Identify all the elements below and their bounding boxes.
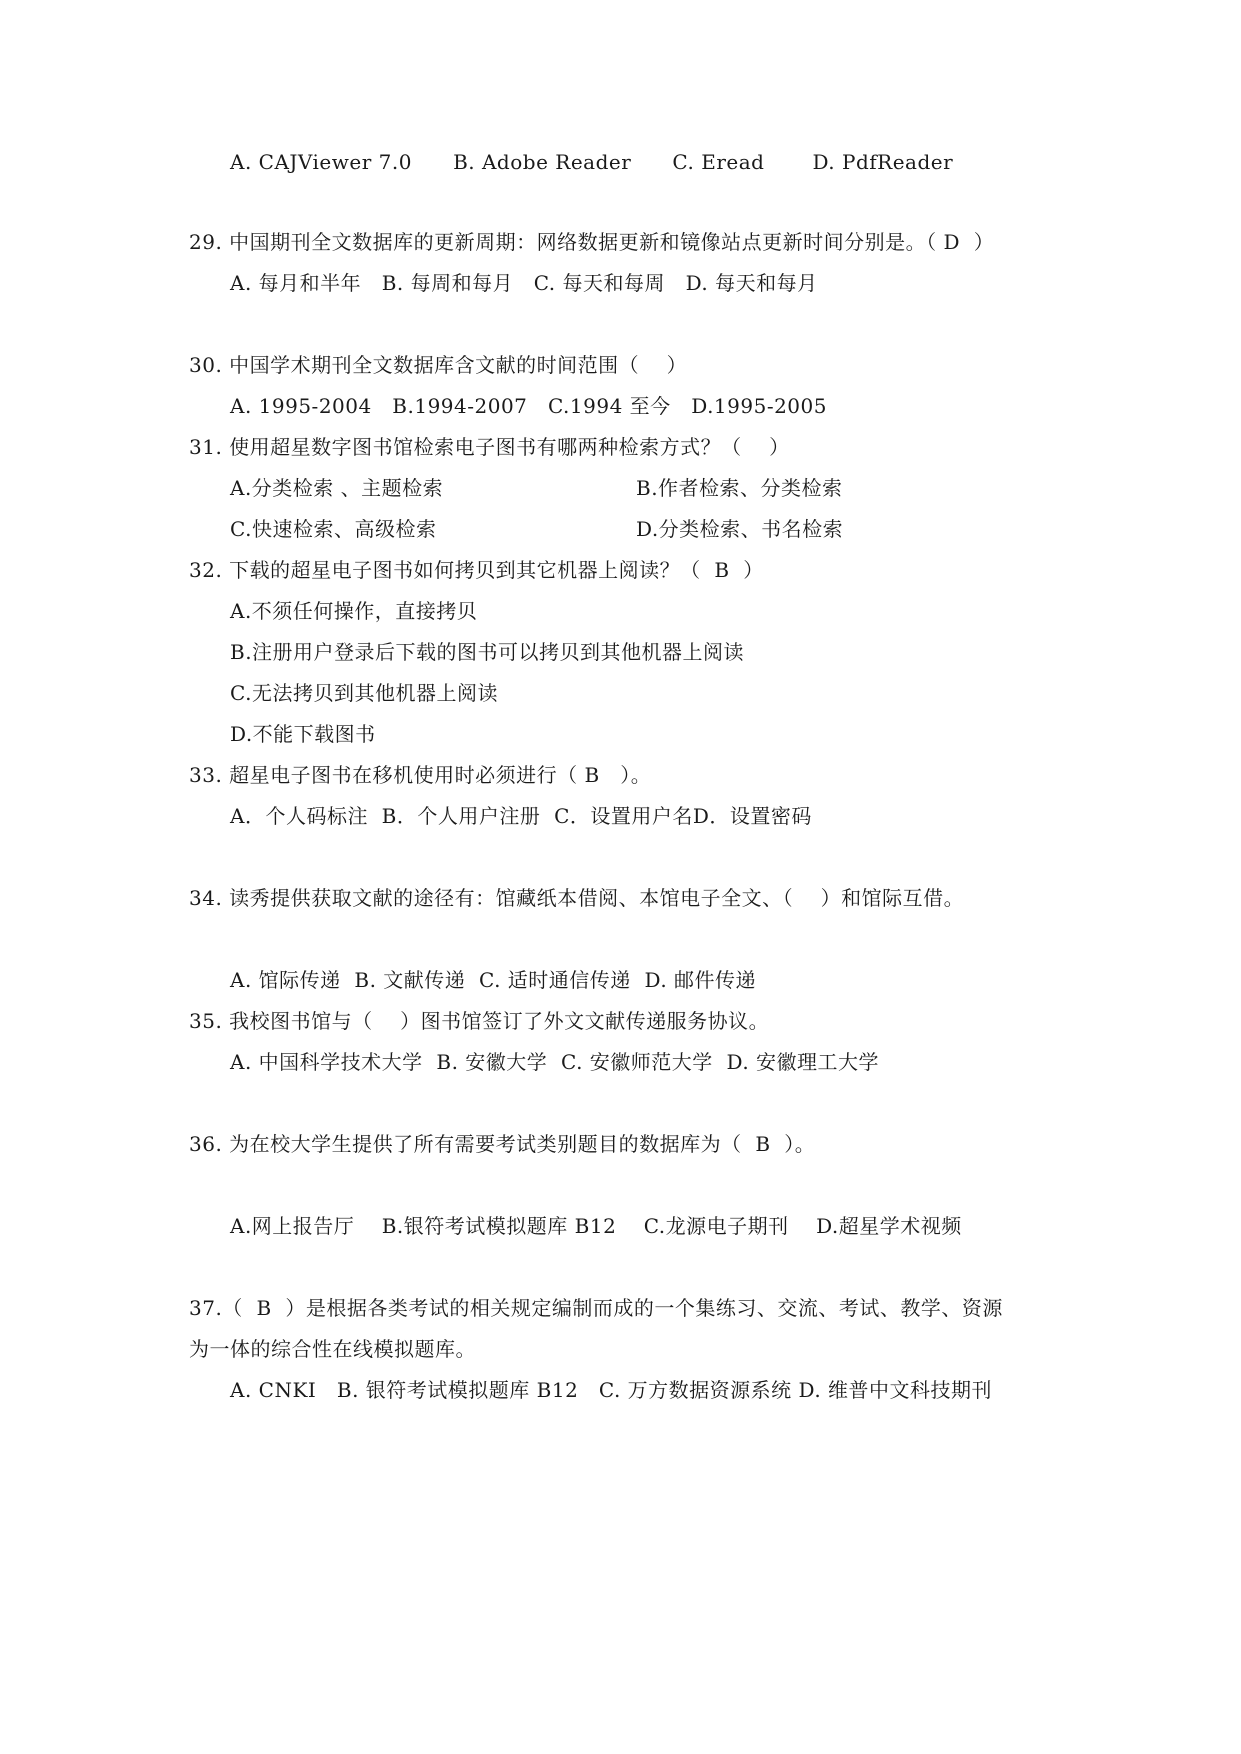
q35-options: A. 中国科学技术大学 B. 安徽大学 C. 安徽师范大学 D. 安徽理工大学: [230, 1050, 880, 1074]
q33-question: 33. 超星电子图书在移机使用时必须进行（ B ）。: [189, 763, 652, 787]
q31-option-a: A.分类检索 、主题检索: [230, 476, 444, 500]
q30-question: 30. 中国学术期刊全文数据库含文献的时间范围（ ）: [189, 353, 688, 377]
q34-options: A. 馆际传递 B. 文献传递 C. 适时通信传递 D. 邮件传递: [230, 968, 757, 992]
q30-options: A. 1995-2004 B.1994-2007 C.1994 至今 D.1995-2005: [230, 394, 827, 418]
q35-question: 35. 我校图书馆与（ ）图书馆签订了外文文献传递服务协议。: [189, 1009, 770, 1033]
q29-options: A. 每月和半年 B. 每周和每月 C. 每天和每周 D. 每天和每月: [230, 271, 818, 295]
q32-question: 32. 下载的超星电子图书如何拷贝到其它机器上阅读？（ B ）: [189, 558, 764, 582]
q36-options: A.网上报告厅 B.银符考试模拟题库 B12 C.龙源电子期刊 D.超星学术视频: [230, 1214, 962, 1238]
q32-option-b: B.注册用户登录后下载的图书可以拷贝到其他机器上阅读: [230, 640, 745, 664]
q28-options: A. CAJViewer 7.0 B. Adobe Reader C. Eread D. PdfReader: [230, 150, 954, 174]
q31-question: 31. 使用超星数字图书馆检索电子图书有哪两种检索方式？（ ）: [189, 435, 790, 459]
q29-question: 29. 中国期刊全文数据库的更新周期：网络数据更新和镜像站点更新时间分别是。（ D ）: [189, 230, 995, 254]
q37-question: 37.（ B ）是根据各类考试的相关规定编制而成的一个集练习、交流、考试、教学、资源: [189, 1296, 1003, 1320]
q36-question: 36. 为在校大学生提供了所有需要考试类别题目的数据库为（ B ）。: [189, 1132, 816, 1156]
q32-option-d: D.不能下载图书: [230, 722, 376, 746]
q31-option-d: D.分类检索、书名检索: [636, 517, 844, 541]
q32-option-c: C.无法拷贝到其他机器上阅读: [230, 681, 498, 705]
q37-options: A. CNKI B. 银符考试模拟题库 B12 C. 万方数据资源系统 D. 维普中文科技期刊: [230, 1378, 993, 1402]
q31-option-c: C.快速检索、高级检索: [230, 517, 437, 541]
q34-question: 34. 读秀提供获取文献的途径有：馆藏纸本借阅、本馆电子全文、（ ）和馆际互借。: [189, 886, 965, 910]
q31-option-b: B.作者检索、分类检索: [636, 476, 843, 500]
q33-options: A．个人码标注 B．个人用户注册 C．设置用户名D．设置密码: [230, 804, 812, 828]
q37-question-continued: 为一体的综合性在线模拟题库。: [189, 1337, 476, 1361]
q32-option-a: A.不须任何操作，直接拷贝: [230, 599, 478, 623]
